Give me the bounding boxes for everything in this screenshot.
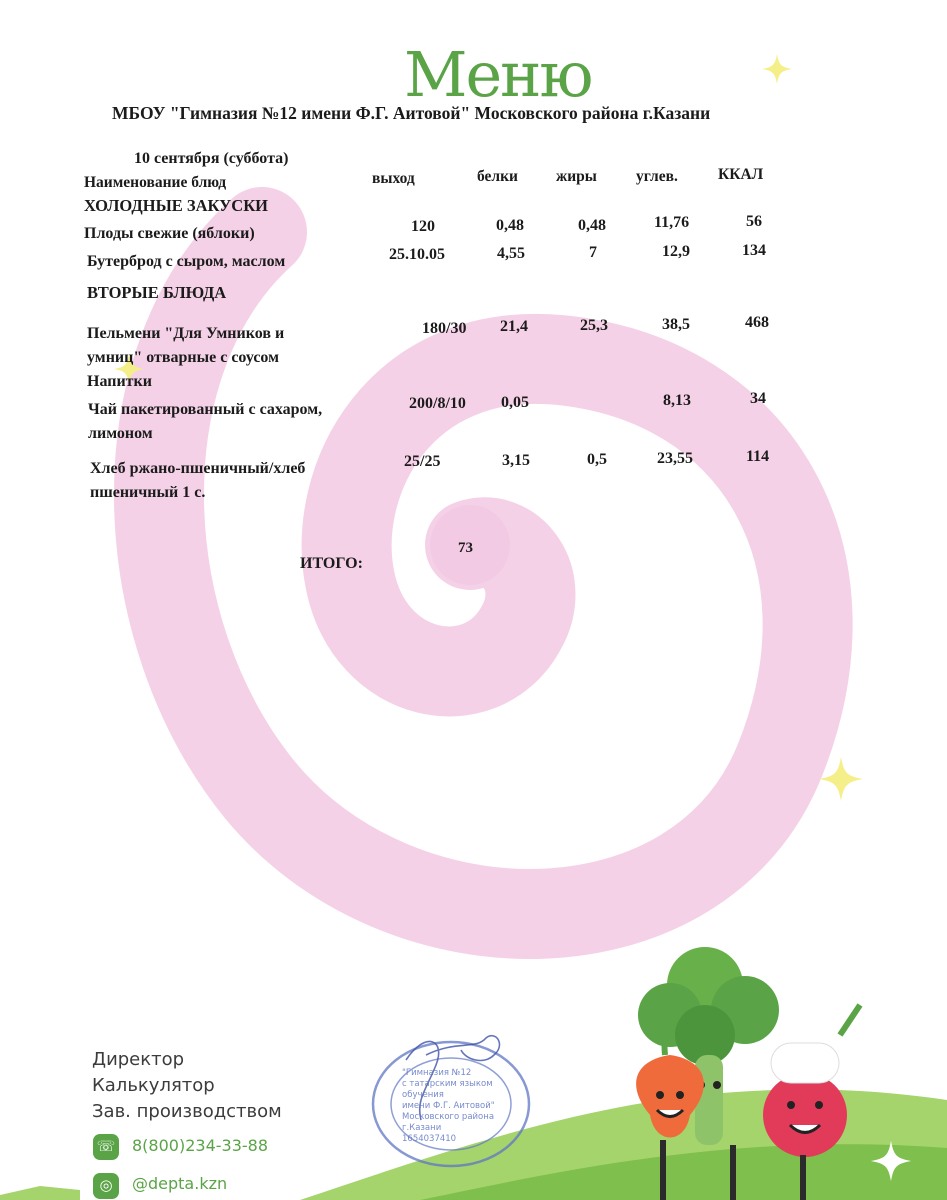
dish-carbs: 12,9 — [662, 243, 690, 260]
dish-name: Бутерброд с сыром, маслом — [87, 253, 286, 270]
school-name: МБОУ "Гимназия №12 имени Ф.Г. Аитовой" Московского района г.Казани — [112, 103, 711, 123]
dish-protein: 21,4 — [500, 318, 528, 335]
dish-name: Плоды свежие (яблоки) — [84, 225, 255, 242]
dish-fat: 0,48 — [578, 217, 606, 234]
phone-number: 8(800)234-33-88 — [132, 1136, 269, 1155]
dish-carbs: 23,55 — [657, 450, 693, 467]
phone-icon: ☏ — [93, 1134, 119, 1160]
sparkle-icon — [816, 754, 866, 804]
dish-protein: 0,48 — [496, 217, 524, 234]
stamp-text — [402, 1068, 512, 1145]
dish-kcal: 34 — [750, 390, 766, 407]
dish-carbs: 8,13 — [663, 392, 691, 409]
stamp-line: г.Казани — [402, 1123, 442, 1133]
instagram-handle: @depta.kzn — [132, 1174, 228, 1193]
dish-name-line2: умниц" отварные с соусом — [87, 349, 280, 366]
dish-fat: 7 — [589, 244, 597, 261]
header-protein: белки — [477, 168, 518, 185]
section-drinks: Напитки — [87, 373, 152, 390]
sparkle-icon — [760, 52, 794, 86]
dish-kcal: 468 — [745, 314, 769, 331]
instagram-icon: ◎ — [93, 1173, 119, 1199]
dish-carbs: 11,76 — [654, 214, 690, 231]
section-second: ВТОРЫЕ БЛЮДА — [87, 283, 227, 302]
stamp-line: имени Ф.Г. Аитовой" — [402, 1101, 495, 1111]
dish-name-line1: Хлеб ржано-пшеничный/хлеб — [90, 460, 306, 477]
dish-fat: 25,3 — [580, 317, 608, 334]
dish-kcal: 114 — [746, 448, 770, 465]
dish-fat: 0,5 — [587, 451, 607, 468]
header-output: выход — [372, 170, 415, 187]
vegetable-characters-illustration — [595, 945, 895, 1200]
header-carbs: углев. — [636, 168, 678, 185]
dish-kcal: 134 — [742, 242, 766, 259]
dish-output: 120 — [411, 218, 435, 235]
dish-protein: 4,55 — [497, 245, 525, 262]
page-title: Меню — [404, 38, 592, 111]
beet-chef-icon — [763, 1005, 860, 1157]
header-fat: жиры — [556, 168, 597, 185]
dish-name-line2: пшеничный 1 с. — [90, 484, 206, 501]
section-cold: ХОЛОДНЫЕ ЗАКУСКИ — [84, 196, 268, 215]
total-label: ИТОГО: — [300, 555, 363, 572]
total-value: 73 — [458, 540, 473, 556]
dish-name-line2: лимоном — [88, 425, 153, 442]
sparkle-icon — [868, 1138, 914, 1184]
footer-calculator: Калькулятор — [92, 1075, 215, 1096]
stamp-line: "Гимназия №12 — [402, 1068, 472, 1078]
footer-director: Директор — [92, 1049, 185, 1070]
dish-output: 180/30 — [422, 320, 467, 337]
dish-carbs: 38,5 — [662, 316, 690, 333]
stamp-inn: 1654037410 — [402, 1134, 457, 1144]
dish-output: 25/25 — [404, 453, 441, 470]
header-kcal: ККАЛ — [718, 166, 764, 183]
stamp-line: Московского района — [402, 1112, 495, 1122]
dish-output: 200/8/10 — [409, 395, 466, 412]
dish-output: 25.10.05 — [389, 246, 445, 263]
stamp-line: с татарским языком обучения — [402, 1079, 493, 1100]
dish-name-line1: Чай пакетированный с сахаром, — [88, 401, 323, 418]
dish-kcal: 56 — [746, 213, 762, 230]
menu-date: 10 сентября (суббота) — [134, 150, 289, 167]
dish-protein: 0,05 — [501, 394, 529, 411]
header-name: Наименование блюд — [84, 174, 227, 191]
footer-production: Зав. производством — [92, 1101, 282, 1122]
dish-protein: 3,15 — [502, 452, 530, 469]
dish-name-line1: Пельмени "Для Умников и — [87, 325, 285, 342]
